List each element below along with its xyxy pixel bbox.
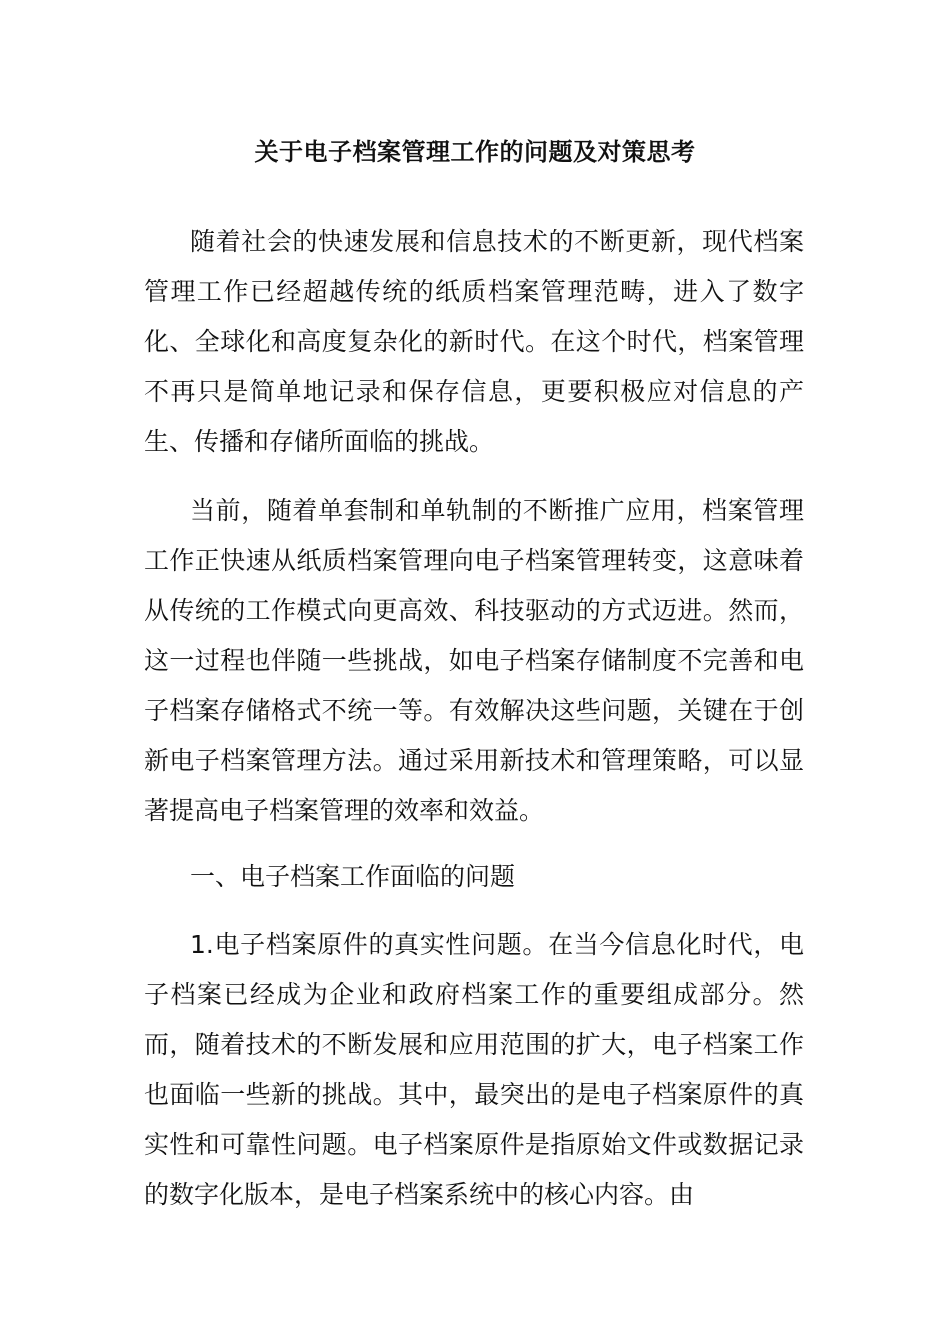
paragraph-current-status: 当前，随着单套制和单轨制的不断推广应用，档案管理工作正快速从纸质档案管理向电子档案管理转变，这意味着从传统的工作模式向更高效、科技驱动的方式迈进。然而，这一过程也伴随一些挑战，如电子档案存储制度不完善和电子档案存储格式不统一等。有效解决这些问题，关键在于创新电子档案管理方法。通过采用新技术和管理策略，可以显著提高电子档案管理的效率和效益。	[144, 496, 804, 825]
paragraph-authenticity-issue: 1.电子档案原件的真实性问题。在当今信息化时代，电子档案已经成为企业和政府档案工作的重要组成部分。然而，随着技术的不断发展和应用范围的扩大，电子档案工作也面临一些新的挑战。其中，最突出的是电子档案原件的真实性和可靠性问题。电子档案原件是指原始文件或数据记录的数字化版本，是电子档案系统中的核心内容。由	[144, 930, 804, 1209]
section-heading-problems: 一、电子档案工作面临的问题	[190, 862, 516, 891]
paragraph-intro: 随着社会的快速发展和信息技术的不断更新，现代档案管理工作已经超越传统的纸质档案管理范畴，进入了数字化、全球化和高度复杂化的新时代。在这个时代，档案管理不再只是简单地记录和保存信息，更要积极应对信息的产生、传播和存储所面临的挑战。	[144, 227, 804, 456]
document-title: 关于电子档案管理工作的问题及对策思考	[254, 138, 696, 166]
